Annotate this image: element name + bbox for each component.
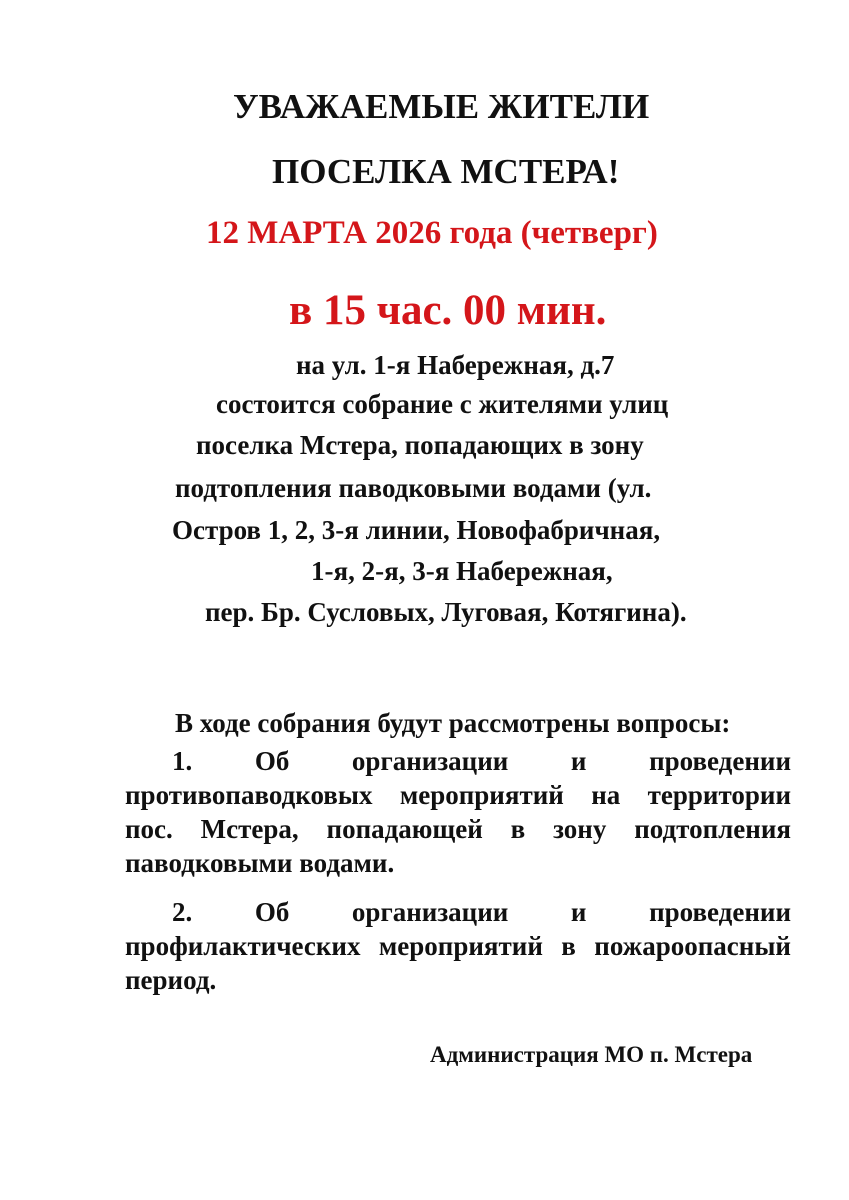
agenda-item-2-line: 2. Об организации и проведении: [172, 897, 791, 927]
agenda-item-1-line: пос. Мстера, попадающей в зону подтопления: [125, 814, 791, 844]
meeting-time: в 15 час. 00 мин.: [289, 287, 607, 334]
announcement-line: поселка Мстера, попадающих в зону: [196, 430, 644, 460]
announcement-line: состоится собрание с жителями улиц: [216, 389, 669, 419]
heading-line-2: ПОСЕЛКА МСТЕРА!: [272, 152, 620, 191]
meeting-date: 12 МАРТА 2026 года (четверг): [206, 215, 658, 251]
agenda-item-1-line: 1. Об организации и проведении: [172, 746, 791, 776]
announcement-line: пер. Бр. Сусловых, Луговая, Котягина).: [205, 597, 687, 627]
signature: Администрация МО п. Мстера: [430, 1042, 753, 1067]
agenda-item-1-line: паводковыми водами.: [125, 848, 395, 878]
agenda-item-2-line: профилактических мероприятий в пожароопасный: [125, 931, 791, 961]
announcement-line: на ул. 1-я Набережная, д.7: [296, 350, 615, 380]
agenda-intro: В ходе собрания будут рассмотрены вопросы:: [175, 708, 731, 738]
announcement-line: подтопления паводковыми водами (ул.: [175, 473, 652, 503]
announcement-line: Остров 1, 2, 3-я линии, Новофабричная,: [172, 515, 661, 545]
announcement-line: 1-я, 2-я, 3-я Набережная,: [311, 556, 613, 586]
agenda-item-1-line: противопаводковых мероприятий на территории: [125, 780, 791, 810]
heading-line-1: УВАЖАЕМЫЕ ЖИТЕЛИ: [233, 87, 650, 126]
agenda-item-2-line: период.: [125, 965, 217, 995]
